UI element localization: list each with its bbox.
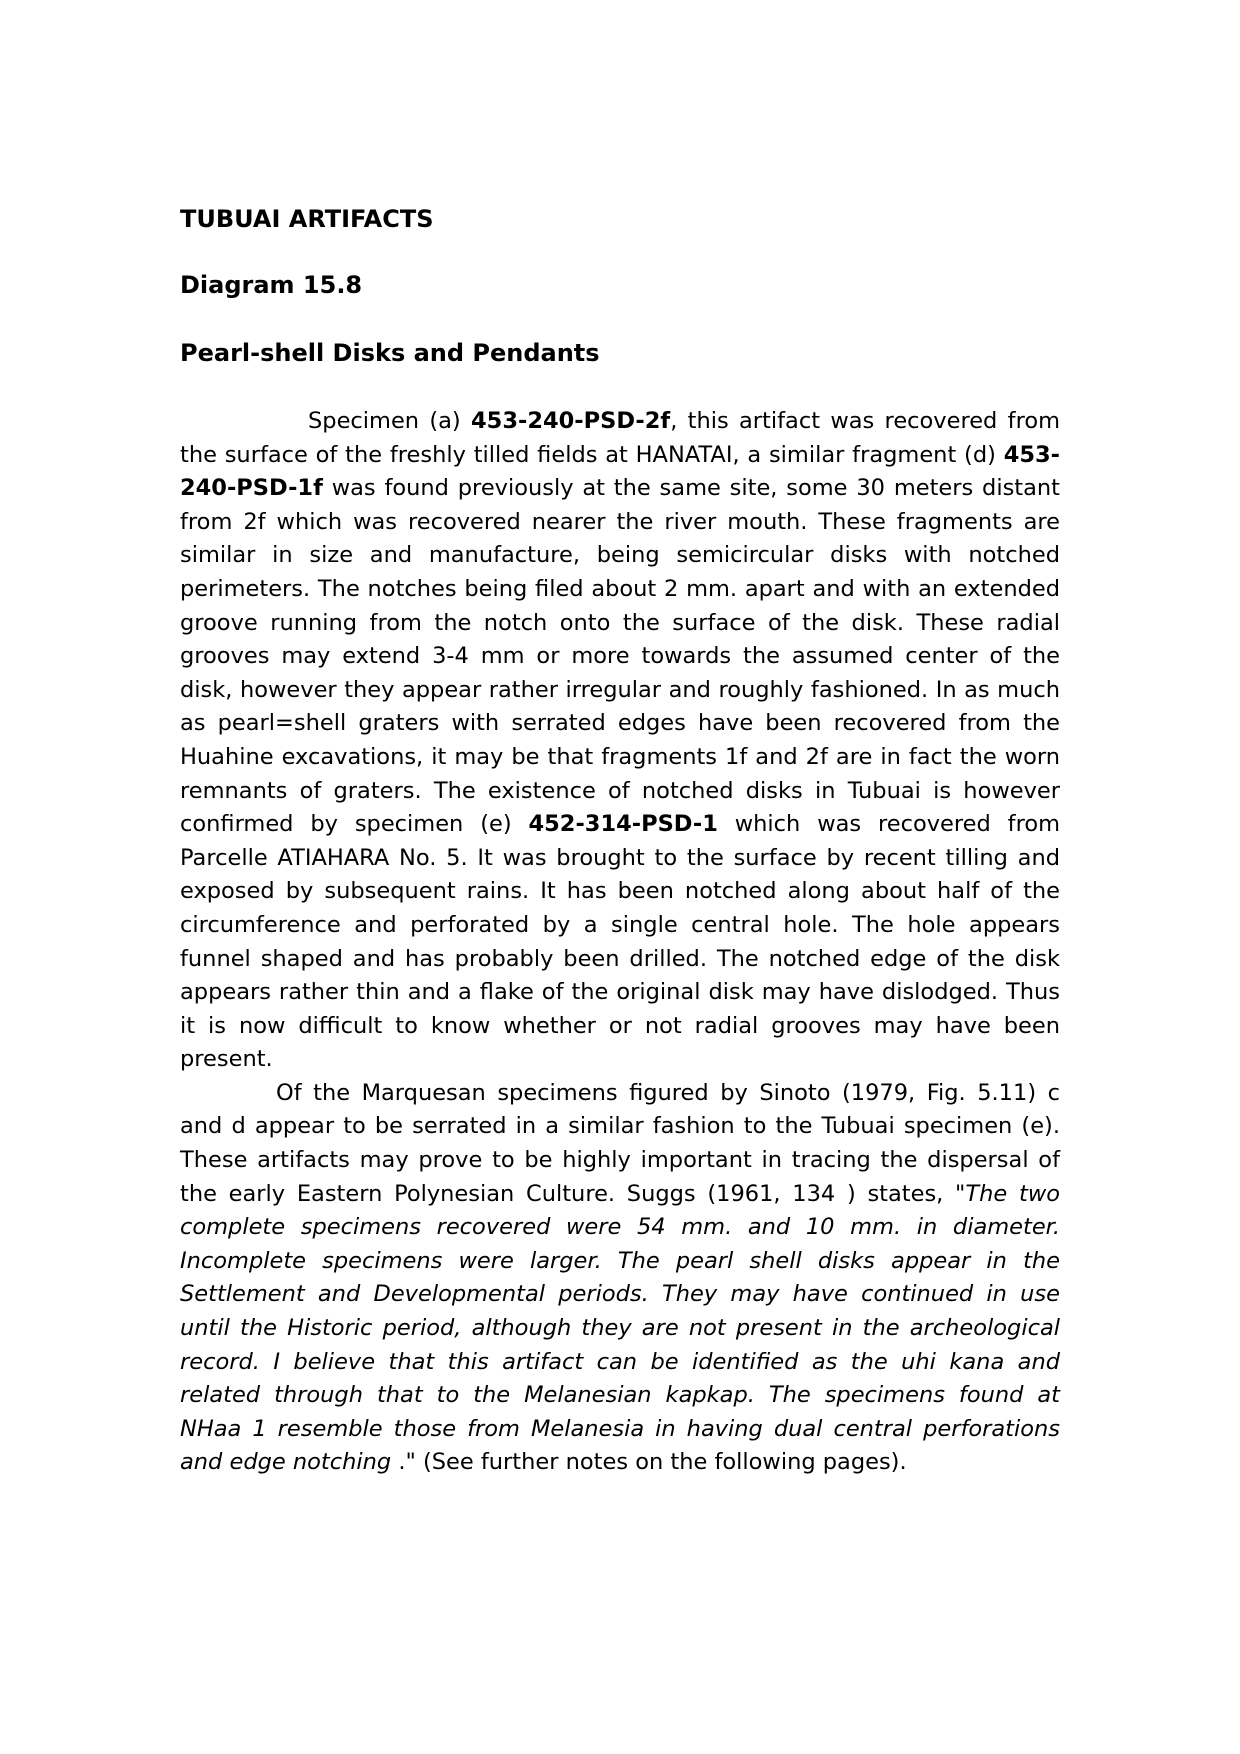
collection-title: TUBUAI ARTIFACTS xyxy=(180,205,434,233)
paragraph-text: was found previously at the same site, some 30 meters distant from 2f which was recovered nearer the river mouth. These fragments are similar in size and manufacture, being semicircular disks with notched perimeters. The notches being filed about 2 mm. apart and with an extended groove running from the notch onto the surface of the disk. These radial grooves may extend 3-4 mm or more towards the assumed center of the disk, however they appear rather irregular and roughly fashioned. In as much as pearl=shell graters with serrated edges have been recovered from the Huahine excavations, it may be that fragments 1f and 2f are in fact the worn remnants of graters. The existence of notched disks in Tubuai is however confirmed by specimen (e) xyxy=(180,475,1060,838)
paragraph-text: Specimen (a) xyxy=(308,408,472,434)
specimen-number-e: 452-314-PSD-1 xyxy=(528,811,718,838)
paragraph-text: ." (See further notes on the following pages). xyxy=(391,1449,907,1476)
paragraph-text: , this artifact was recovered from the surface of the freshly tilled fields at HANATAI, a similar fragment (d) xyxy=(180,408,1061,468)
diagram-label: Diagram 15.8 xyxy=(180,271,363,299)
paragraph-marquesan-comparison xyxy=(180,1077,1060,1480)
suggs-quotation: The two complete specimens recovered were 54 mm. and 10 mm. in diameter. Incomplete specimens were larger. The pearl shell disks appear in the Settlement and Developmental periods. They may have continued in use until the Historic period, although they are not present in the archeological record. I believe that this artifact can be identified as the uhi kana and related through that to the Melanesian kapkap. The specimens found at NHaa 1 resemble those from Melanesia in having dual central perforations and edge notching xyxy=(180,1180,1060,1476)
paragraph-text: which was recovered from Parcelle ATIAHARA No. 5. It was brought to the surface by recent tilling and exposed by subsequent rains. It has been notched along about half of the circumference and perforated by a single central hole. The hole appears funnel shaped and has probably been drilled. The notched edge of the disk appears rather thin and a flake of the original disk may have dislodged. Thus it is now difficult to know whether or not radial grooves may have been present. xyxy=(180,811,1061,1073)
paragraph-text: Of the Marquesan specimens figured by Sinoto (1979, Fig. 5.11) c and d appear to be serrated in a similar fashion to the Tubuai specimen (e). These artifacts may prove to be highly important in tracing the dispersal of the early Eastern Polynesian Culture. Suggs (1961, 134 ) states, " xyxy=(180,1079,1060,1207)
body-text xyxy=(180,405,1060,1480)
document-page xyxy=(180,0,1060,1754)
section-title: Pearl-shell Disks and Pendants xyxy=(180,339,600,367)
specimen-number-a: 453-240-PSD-2f xyxy=(471,408,671,434)
specimen-number-d: 453-240-PSD-1f xyxy=(180,441,1060,502)
paragraph-specimen-description xyxy=(180,405,1060,1077)
